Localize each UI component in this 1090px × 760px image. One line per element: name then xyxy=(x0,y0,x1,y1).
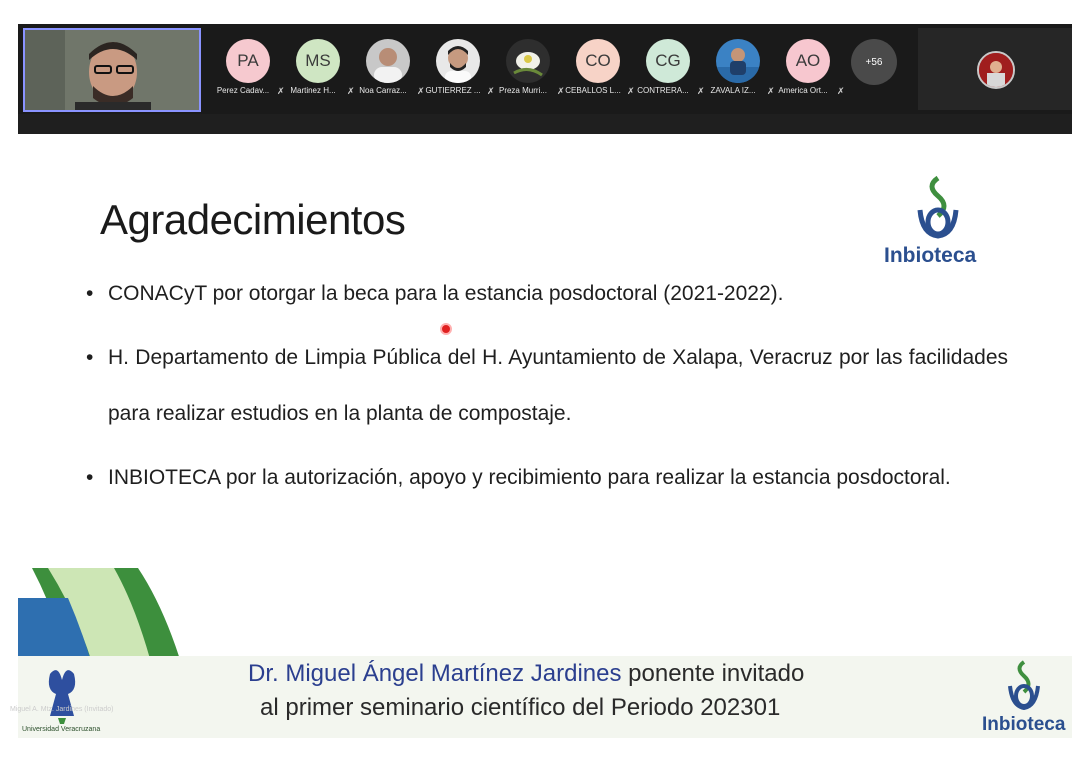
meeting-window xyxy=(18,24,1072,738)
participant-tile[interactable] xyxy=(284,34,355,108)
mic-muted-icon: ✗ xyxy=(767,86,775,96)
participant-name: Perez Cadav... xyxy=(216,86,270,95)
mic-muted-icon: ✗ xyxy=(557,86,565,96)
inbioteca-emblem-icon xyxy=(878,172,998,244)
avatar: MS xyxy=(296,39,340,83)
avatar xyxy=(436,39,480,83)
avatar xyxy=(977,51,1015,89)
person-photo-icon xyxy=(436,39,480,83)
bullet-text: H. Departamento de Limpia Pública del H. Ayuntamiento de Xalapa, Veracruz por las facilidades para realizar estudios en la planta de compostaje. xyxy=(108,346,1008,425)
mic-muted-icon: ✗ xyxy=(417,86,425,96)
participant-tile[interactable] xyxy=(704,34,775,108)
participant-strip xyxy=(18,24,1072,114)
participant-name: CEBALLOS L... xyxy=(565,86,621,95)
mic-muted-icon: ✗ xyxy=(697,86,705,96)
avatar xyxy=(366,39,410,83)
event-period: Periodo 202301 xyxy=(610,694,781,721)
uv-emblem-icon xyxy=(28,660,118,724)
inbioteca-logo-text: Inbioteca xyxy=(884,244,977,267)
footer-line-2 xyxy=(260,694,780,722)
mic-muted-icon: ✗ xyxy=(487,86,495,96)
participant-name: CONTRERA... xyxy=(637,86,689,95)
avatar: PA xyxy=(226,39,270,83)
participant-tile[interactable] xyxy=(354,34,425,108)
participant-name: Noa Carraz... xyxy=(359,86,407,95)
person-photo-icon xyxy=(716,39,760,83)
bullet-dot: • xyxy=(86,346,94,369)
participant-tile[interactable] xyxy=(774,34,845,108)
participant-name: GUTIERREZ ... xyxy=(425,86,481,95)
mic-muted-icon: ✗ xyxy=(837,86,845,96)
flower-photo-icon xyxy=(506,39,550,83)
participant-tile[interactable] xyxy=(564,34,635,108)
bullet-text: CONACyT por otorgar la beca para la estancia posdoctoral (2021-2022). xyxy=(108,282,784,305)
participant-name: America Ort... xyxy=(778,86,828,95)
avatar xyxy=(716,39,760,83)
inbioteca-logo-small xyxy=(976,656,1072,738)
inbioteca-logo-text: Inbioteca xyxy=(982,714,1066,735)
avatar: CG xyxy=(646,39,690,83)
slide-title: Agradecimientos xyxy=(100,196,406,243)
mic-muted-icon: ✗ xyxy=(347,86,355,96)
avatar: AO xyxy=(786,39,830,83)
laser-pointer xyxy=(440,323,452,335)
avatar xyxy=(506,39,550,83)
slide-footer xyxy=(18,656,1072,738)
bullet-dot: • xyxy=(86,466,94,489)
mic-muted-icon: ✗ xyxy=(627,86,635,96)
participant-name: Martinez H... xyxy=(290,86,336,95)
speaker-role: ponente invitado xyxy=(621,660,805,687)
bullet-dot: • xyxy=(86,282,94,305)
more-participants-button[interactable]: +56 xyxy=(851,39,897,85)
participant-name: ZAVALA IZ... xyxy=(710,86,756,95)
mic-muted-icon: ✗ xyxy=(277,86,285,96)
inbioteca-emblem-icon xyxy=(976,656,1072,714)
speaker-name: Dr. Miguel Ángel Martínez Jardines xyxy=(248,660,622,687)
active-speaker-tile[interactable] xyxy=(918,28,1072,110)
avatar: CO xyxy=(576,39,620,83)
bullet-text: INBIOTECA por la autorización, apoyo y recibimiento para realizar la estancia posdoctoral. xyxy=(108,466,951,489)
self-video[interactable] xyxy=(23,28,201,112)
footer-line-1 xyxy=(248,660,804,688)
presenter-caption: Miguel A. Mtz. Jardines (Invitado) xyxy=(10,706,114,713)
participant-name: Preza Murri... xyxy=(498,86,547,95)
inbioteca-logo xyxy=(878,172,998,272)
participant-tile[interactable] xyxy=(634,34,705,108)
person-silhouette xyxy=(25,30,199,110)
person-photo-icon xyxy=(979,53,1013,87)
participant-tile[interactable] xyxy=(214,34,285,108)
person-photo-icon xyxy=(366,39,410,83)
event-text: al primer seminario científico del xyxy=(260,694,611,721)
participant-tile[interactable] xyxy=(424,34,495,108)
participant-tile[interactable] xyxy=(494,34,565,108)
uv-name: Universidad Veracruzana xyxy=(22,726,101,733)
shared-screen-slide xyxy=(18,134,1072,738)
